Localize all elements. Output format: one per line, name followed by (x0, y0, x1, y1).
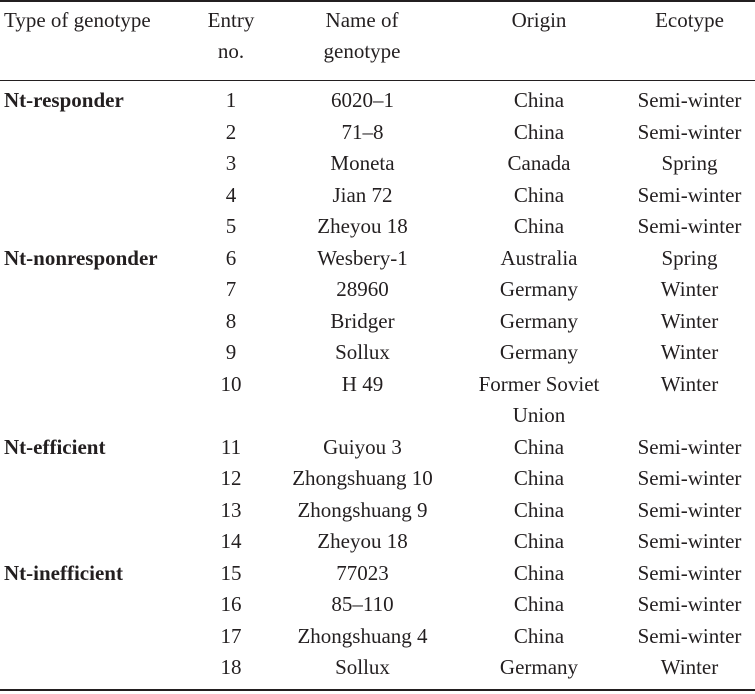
cell-name: 28960 (336, 277, 389, 301)
cell-name: Zhongshuang 4 (297, 623, 428, 648)
cell-origin: Former Soviet Union (478, 371, 600, 427)
cell-name: Zheyou 18 (317, 214, 408, 238)
table-body (0, 85, 755, 684)
cell-ecotype: Semi-winter (637, 529, 742, 553)
header-name-line2: genotype (323, 39, 401, 63)
table-header-rule (0, 80, 755, 81)
cell-name: Guiyou 3 (323, 434, 402, 459)
cell-name: Bridger (330, 308, 395, 333)
cell-ecotype: Winter (660, 277, 719, 301)
cell-type: Nt-inefficient (4, 560, 123, 585)
cell-origin: Germany (499, 277, 579, 301)
cell-entry: 9 (225, 340, 237, 364)
cell-ecotype: Spring (661, 245, 718, 270)
header-name-line1: Name of (325, 8, 399, 32)
cell-origin: China (513, 88, 565, 112)
cell-name: 77023 (336, 560, 389, 585)
cell-name: 6020–1 (331, 88, 394, 112)
table-row (0, 558, 755, 590)
cell-name: Moneta (330, 151, 395, 175)
cell-entry: 16 (220, 592, 242, 616)
cell-origin: China (513, 182, 565, 207)
cell-ecotype: Winter (660, 655, 719, 679)
table-row (0, 211, 755, 243)
cell-entry: 1 (225, 88, 237, 112)
cell-type: Nt-responder (4, 88, 124, 112)
header-entry-line1: Entry (207, 8, 255, 32)
cell-ecotype: Winter (660, 371, 719, 396)
table-row (0, 148, 755, 180)
cell-ecotype: Semi-winter (637, 497, 742, 522)
cell-origin: China (513, 529, 565, 553)
cell-entry: 17 (220, 623, 242, 648)
cell-name: Sollux (335, 655, 390, 679)
table-row (0, 369, 755, 432)
cell-ecotype: Semi-winter (637, 560, 742, 585)
cell-origin: Germany (499, 655, 579, 679)
cell-ecotype: Semi-winter (637, 182, 742, 207)
cell-origin: China (513, 592, 565, 616)
cell-entry: 12 (220, 466, 242, 490)
cell-entry: 8 (225, 308, 237, 333)
cell-origin: China (513, 434, 565, 459)
table-row (0, 274, 755, 306)
header-name-of-genotype (278, 5, 446, 67)
cell-origin: Australia (500, 245, 578, 270)
cell-origin: China (513, 623, 565, 648)
cell-origin: China (513, 560, 565, 585)
table-bottom-rule (0, 689, 755, 691)
table-header (0, 5, 755, 75)
header-entry-no (195, 5, 267, 67)
cell-ecotype: Semi-winter (637, 214, 742, 238)
header-origin: Origin (511, 8, 567, 32)
cell-entry: 10 (220, 371, 242, 396)
cell-origin: China (513, 119, 565, 144)
table-row (0, 243, 755, 275)
table-top-rule (0, 0, 755, 2)
cell-entry: 11 (220, 434, 242, 459)
cell-entry: 18 (220, 655, 242, 679)
cell-entry: 4 (225, 182, 237, 207)
table-row (0, 652, 755, 684)
cell-origin: China (513, 466, 565, 490)
cell-origin: China (513, 214, 565, 238)
cell-type: Nt-nonresponder (4, 245, 158, 270)
cell-entry: 14 (220, 529, 242, 553)
cell-origin: China (513, 497, 565, 522)
table-row (0, 432, 755, 464)
cell-ecotype: Winter (660, 308, 719, 333)
cell-entry: 2 (225, 119, 237, 144)
cell-ecotype: Semi-winter (637, 592, 742, 616)
table-row (0, 526, 755, 558)
table-row (0, 306, 755, 338)
cell-ecotype: Semi-winter (637, 623, 742, 648)
cell-ecotype: Semi-winter (637, 434, 742, 459)
table-row (0, 589, 755, 621)
cell-origin: Canada (507, 151, 571, 175)
cell-entry: 5 (225, 214, 237, 238)
cell-entry: 13 (220, 497, 242, 522)
table-row (0, 495, 755, 527)
header-ecotype: Ecotype (655, 8, 724, 32)
cell-name: Wesbery-1 (317, 245, 408, 270)
cell-origin: Germany (499, 340, 579, 364)
cell-entry: 3 (225, 151, 237, 175)
cell-name: H 49 (341, 371, 384, 396)
cell-name: 85–110 (331, 592, 394, 616)
cell-ecotype: Spring (661, 151, 718, 175)
cell-ecotype: Semi-winter (637, 88, 742, 112)
cell-entry: 15 (220, 560, 242, 585)
cell-ecotype: Semi-winter (637, 119, 742, 144)
table-row (0, 85, 755, 117)
cell-type: Nt-efficient (4, 434, 106, 459)
cell-name: Zhongshuang 10 (292, 466, 433, 490)
cell-name: Sollux (335, 340, 390, 364)
cell-origin: Germany (499, 308, 579, 333)
header-type-of-genotype: Type of genotype (4, 8, 151, 32)
table-row (0, 337, 755, 369)
cell-ecotype: Winter (660, 340, 719, 364)
cell-ecotype: Semi-winter (637, 466, 742, 490)
table-row (0, 621, 755, 653)
cell-name: Zheyou 18 (317, 529, 408, 553)
cell-name: Zhongshuang 9 (297, 497, 428, 522)
cell-name: Jian 72 (332, 182, 393, 207)
header-entry-line2: no. (217, 39, 245, 63)
table-row (0, 463, 755, 495)
cell-entry: 6 (225, 245, 237, 270)
cell-entry: 7 (225, 277, 237, 301)
table-row (0, 117, 755, 149)
cell-name: 71–8 (341, 119, 384, 144)
table-row (0, 180, 755, 212)
